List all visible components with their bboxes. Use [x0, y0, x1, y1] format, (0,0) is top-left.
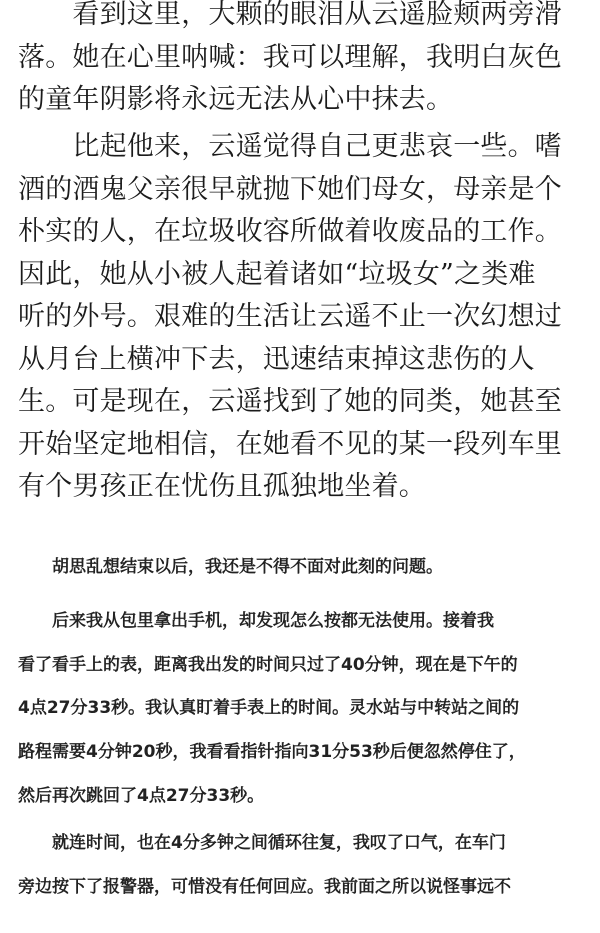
text-line: 然后再次跳回了4点27分33秒。	[18, 785, 265, 806]
paragraph-phone-watch	[18, 600, 588, 819]
paragraph-tears	[18, 0, 584, 122]
text-line: 生。可是现在，云遥找到了她的同类，她甚至	[18, 386, 562, 417]
text-line: 开始坚定地相信，在她看不见的某一段列车里	[18, 428, 562, 460]
text-line: 看了看手上的表，距离我出发的时间只过了40分钟，现在是下午的	[18, 654, 518, 675]
text-line: 落。她在心里呐喊：我可以理解，我明白灰色	[18, 41, 562, 73]
text-line: 因此，她从小被人起着诸如“垃圾女”之类难	[18, 258, 536, 290]
paragraph-yunyao-sorrow	[18, 126, 584, 509]
text-line: 的童年阴影将永远无法从心中抹去。	[18, 84, 454, 115]
text-line: 听的外号。艰难的生活让云遥不止一次幻想过	[18, 301, 562, 332]
text-line: 看到这里，大颗的眼泪从云遥脸颊两旁滑	[18, 0, 562, 30]
text-line: 从月台上横冲下去，迅速结束掉这悲伤的人	[18, 343, 535, 375]
text-line: 朴实的人，在垃圾收容所做着收废品的工作。	[18, 216, 562, 247]
text-line: 后来我从包里拿出手机，却发现怎么按都无法使用。接着我	[18, 611, 494, 631]
text-line: 酒的酒鬼父亲很早就抛下她们母女，母亲是个	[18, 173, 562, 205]
paragraph-time-loop	[18, 822, 588, 909]
text-line: 有个男孩正在忧伤且孤独地坐着。	[18, 471, 426, 502]
text-line: 4点27分33秒。我认真盯着手表上的时间。灵水站与中转站之间的	[18, 698, 520, 719]
text-line: 旁边按下了报警器，可惜没有任何回应。我前面之所以说怪事远不	[18, 876, 511, 897]
text-line: 路程需要4分钟20秒，我看看指针指向31分53秒后便忽然停住了，	[18, 742, 526, 763]
paragraph-facing-problem	[18, 546, 588, 590]
text-line: 就连时间，也在4分多钟之间循环往复，我叹了口气，在车门	[18, 833, 506, 853]
text-line: 比起他来，云遥觉得自己更悲哀一些。嗜	[18, 131, 562, 162]
text-line: 胡思乱想结束以后，我还是不得不面对此刻的问题。	[18, 557, 443, 577]
